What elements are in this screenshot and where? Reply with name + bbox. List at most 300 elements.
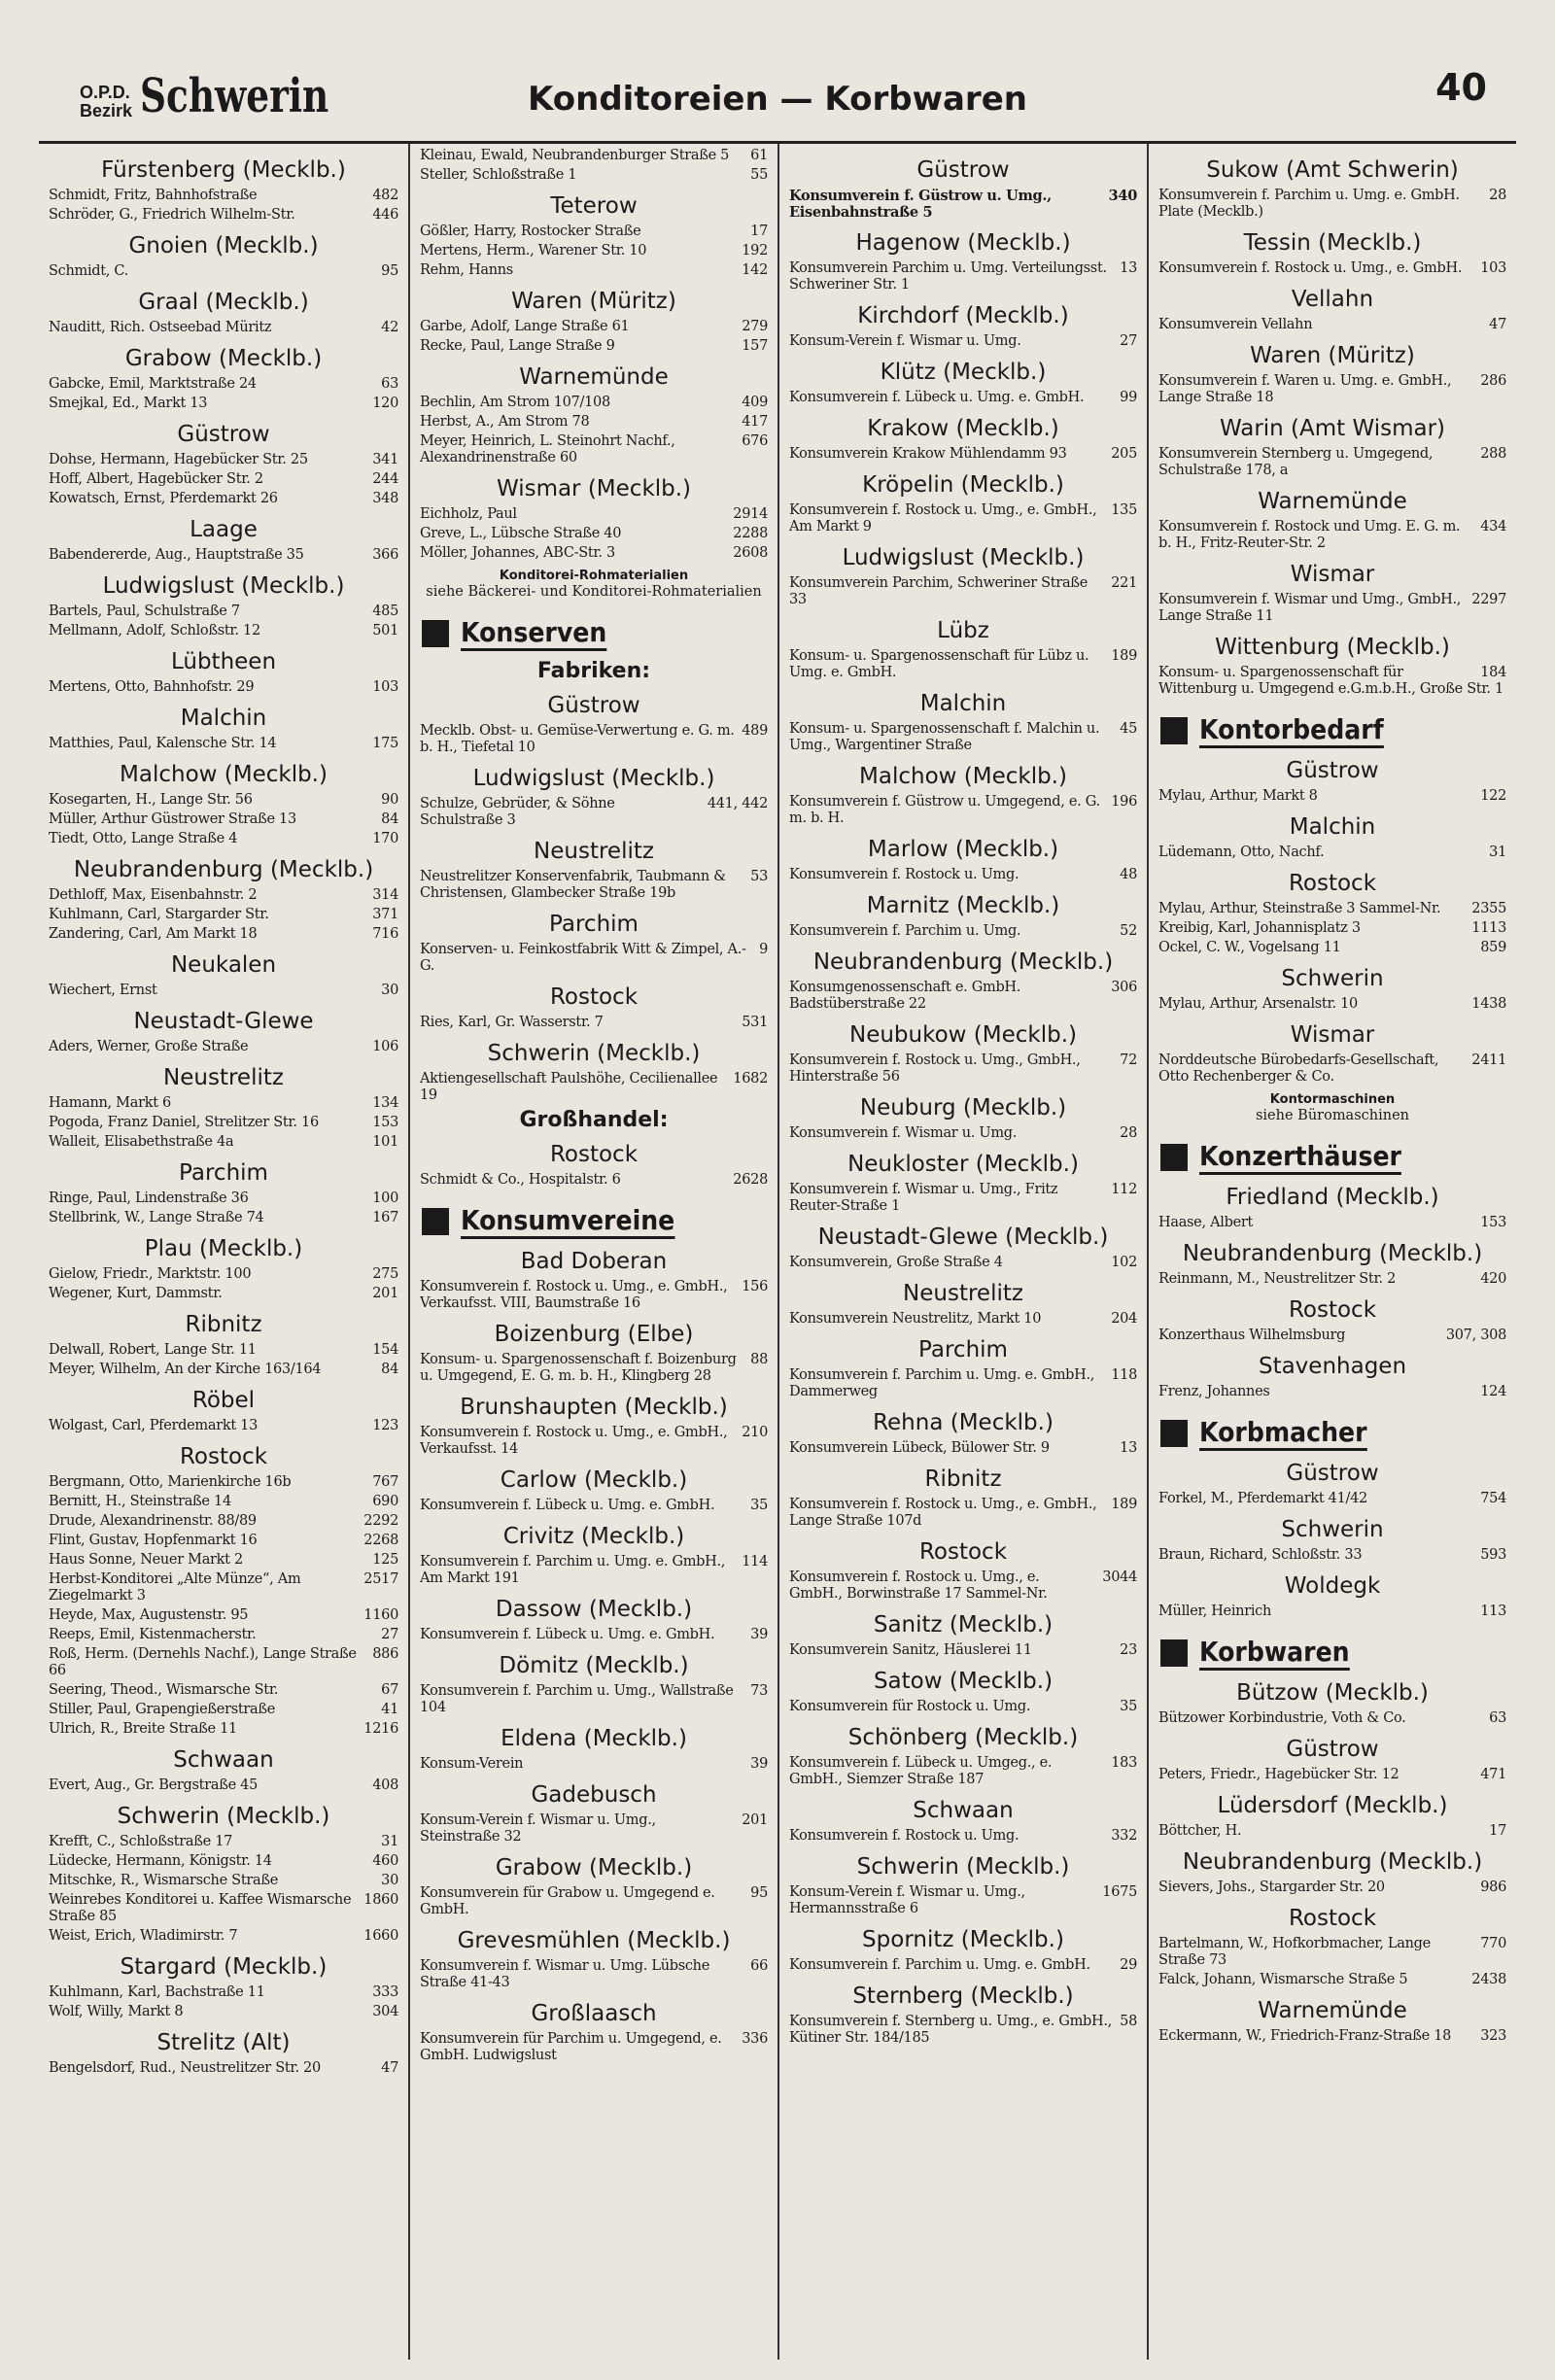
reference-text: siehe Bäckerei- und Konditorei-Rohmaterialien bbox=[426, 584, 762, 600]
listing-entry bbox=[789, 1440, 1137, 1457]
place-heading: Laage bbox=[190, 517, 258, 542]
place-heading: Dassow (Mecklb.) bbox=[495, 1597, 693, 1622]
listing-text: Pogoda, Franz Daniel, Strelitzer Str. 16 bbox=[49, 1115, 319, 1130]
place-heading: Güstrow bbox=[1286, 758, 1379, 783]
listing-entry bbox=[789, 1884, 1137, 1917]
place-heading: Röbel bbox=[191, 1388, 256, 1413]
place-heading: Neustadt-Glewe (Mecklb.) bbox=[817, 1224, 1109, 1250]
listing-entry bbox=[49, 1494, 398, 1510]
listing-text: Gößler, Harry, Rostocker Straße bbox=[420, 224, 641, 239]
listing-text: Konserven- u. Feinkostfabrik Witt & Zimpel, A.-G. bbox=[420, 942, 746, 974]
place-heading: Ludwigslust (Mecklb.) bbox=[472, 766, 715, 791]
subheading: Fabriken: bbox=[536, 659, 651, 683]
phone-number: 767 bbox=[372, 1474, 398, 1490]
listing-text: Greve, L., Lübsche Straße 40 bbox=[420, 526, 622, 541]
place-heading: Schwaan bbox=[173, 1747, 274, 1773]
category-title: Konzerthäuser bbox=[1199, 1140, 1401, 1175]
listing-entry bbox=[789, 1125, 1137, 1142]
place-heading: Parchim bbox=[918, 1337, 1008, 1362]
listing-text: Bergmann, Otto, Marienkirche 16b bbox=[49, 1474, 292, 1490]
listing-text: Herbst-Konditorei „Alte Münze“, Am Ziegelmarkt 3 bbox=[49, 1571, 301, 1604]
place-heading: Rostock bbox=[918, 1539, 1008, 1565]
listing-entry bbox=[420, 1498, 768, 1514]
place-heading: Wittenburg (Mecklb.) bbox=[1215, 635, 1450, 660]
listing-text: Kleinau, Ewald, Neubrandenburger Straße 5 bbox=[420, 148, 730, 163]
place-heading: Crivitz (Mecklb.) bbox=[502, 1524, 685, 1549]
phone-number: 95 bbox=[750, 1885, 768, 1901]
listing-entry bbox=[420, 338, 768, 355]
listing-text: Konsum- u. Spargenossenschaft f. Boizenburg u. Umgegend, E. G. m. b. H., Klingberg 28 bbox=[420, 1352, 737, 1384]
listing-text: Müller, Arthur Güstrower Straße 13 bbox=[49, 811, 296, 827]
listing-entry bbox=[1158, 996, 1506, 1013]
listing-entry bbox=[420, 167, 768, 184]
phone-number: 31 bbox=[381, 1834, 398, 1849]
listing-entry bbox=[49, 1834, 398, 1850]
reference-title: Kontormaschinen bbox=[1269, 1092, 1396, 1107]
phone-number: 446 bbox=[372, 207, 398, 223]
phone-number: 201 bbox=[372, 1286, 398, 1301]
place-heading: Stavenhagen bbox=[1258, 1354, 1407, 1379]
square-bullet-icon bbox=[1160, 717, 1188, 744]
listing-entry bbox=[420, 1172, 768, 1189]
listing-text: Konsum-Verein bbox=[420, 1756, 524, 1772]
listing-text: Hamann, Markt 6 bbox=[49, 1095, 171, 1111]
listing-entry bbox=[49, 679, 398, 696]
square-bullet-icon bbox=[1160, 1639, 1188, 1667]
place-heading: Fürstenberg (Mecklb.) bbox=[101, 157, 346, 183]
section-title: Konditoreien — Korbwaren bbox=[528, 80, 1027, 119]
listing-entry bbox=[49, 1552, 398, 1569]
place-heading: Hagenow (Mecklb.) bbox=[855, 230, 1071, 256]
listing-entry bbox=[1158, 665, 1506, 698]
listing-entry bbox=[1158, 1271, 1506, 1288]
listing-entry bbox=[49, 1210, 398, 1226]
listing-text: Meyer, Heinrich, L. Steinohrt Nachf., Alexandrinenstraße 60 bbox=[420, 433, 675, 466]
phone-number: 2268 bbox=[363, 1533, 398, 1548]
phone-number: 45 bbox=[1120, 721, 1137, 737]
listing-entry bbox=[1158, 1215, 1506, 1231]
phone-number: 210 bbox=[742, 1425, 768, 1440]
listing-entry bbox=[789, 575, 1137, 608]
place-heading: Güstrow bbox=[547, 693, 640, 718]
listing-text: Wiechert, Ernst bbox=[49, 983, 157, 998]
phone-number: 2628 bbox=[733, 1172, 768, 1188]
listing-entry bbox=[420, 723, 768, 756]
phone-number: 153 bbox=[1480, 1215, 1506, 1230]
listing-text: Konsumverein f. Parchim u. Umg., Wallstraße 104 bbox=[420, 1683, 734, 1715]
phone-number: 101 bbox=[372, 1134, 398, 1150]
place-heading: Sanitz (Mecklb.) bbox=[873, 1612, 1054, 1638]
listing-entry bbox=[420, 1425, 768, 1458]
listing-text: Schröder, G., Friedrich Wilhelm-Str. bbox=[49, 207, 295, 223]
listing-entry bbox=[49, 1039, 398, 1055]
listing-entry bbox=[420, 526, 768, 542]
listing-entry bbox=[789, 923, 1137, 940]
phone-number: 366 bbox=[372, 547, 398, 563]
city-title: Schwerin bbox=[140, 69, 329, 123]
place-heading: Vellahn bbox=[1291, 287, 1374, 312]
listing-entry bbox=[1158, 1710, 1506, 1727]
place-heading: Marlow (Mecklb.) bbox=[867, 837, 1059, 862]
place-heading: Plau (Mecklb.) bbox=[144, 1236, 303, 1261]
listing-entry bbox=[49, 1418, 398, 1434]
listing-entry bbox=[789, 188, 1137, 221]
listing-text: Roß, Herm. (Dernehls Nachf.), Lange Straße 66 bbox=[49, 1646, 357, 1678]
listing-entry bbox=[1158, 2028, 1506, 2045]
phone-number: 63 bbox=[1489, 1710, 1506, 1726]
listing-entry bbox=[49, 547, 398, 564]
phone-number: 886 bbox=[372, 1646, 398, 1662]
place-heading: Warnemünde bbox=[1258, 489, 1407, 514]
listing-entry bbox=[49, 831, 398, 847]
place-heading: Neuburg (Mecklb.) bbox=[859, 1095, 1067, 1121]
place-heading: Malchin bbox=[1289, 814, 1376, 840]
listing-entry bbox=[789, 1569, 1137, 1603]
phone-number: 460 bbox=[372, 1853, 398, 1869]
place-heading: Friedland (Mecklb.) bbox=[1226, 1185, 1439, 1210]
phone-number: 47 bbox=[1489, 317, 1506, 332]
listing-text: Weist, Erich, Wladimirstr. 7 bbox=[49, 1928, 238, 1944]
listing-text: Flint, Gustav, Hopfenmarkt 16 bbox=[49, 1533, 258, 1548]
listing-text: Weinrebes Konditorei u. Kaffee Wismarsche Straße 85 bbox=[49, 1892, 352, 1924]
listing-text: Konsumverein f. Lübeck u. Umg. e. GmbH. bbox=[420, 1498, 715, 1513]
phone-number: 112 bbox=[1111, 1182, 1137, 1197]
listing-entry bbox=[49, 491, 398, 507]
listing-text: Konsumverein f. Parchim u. Umg. bbox=[789, 923, 1021, 939]
listing-entry bbox=[420, 1683, 768, 1716]
phone-number: 333 bbox=[372, 1984, 398, 2000]
listing-entry bbox=[1158, 317, 1506, 333]
listing-text: Ulrich, R., Breite Straße 11 bbox=[49, 1721, 237, 1737]
listing-entry bbox=[49, 376, 398, 393]
listing-entry bbox=[49, 396, 398, 412]
listing-entry bbox=[1158, 1491, 1506, 1507]
phone-number: 307, 308 bbox=[1445, 1328, 1506, 1343]
listing-entry bbox=[49, 1533, 398, 1549]
square-bullet-icon bbox=[1160, 1420, 1188, 1447]
listing-entry bbox=[49, 1928, 398, 1945]
phone-number: 23 bbox=[1120, 1642, 1137, 1658]
place-heading: Satow (Mecklb.) bbox=[873, 1669, 1054, 1694]
listing-entry bbox=[1158, 260, 1506, 277]
phone-number: 48 bbox=[1120, 867, 1137, 882]
place-heading: Neukloster (Mecklb.) bbox=[847, 1152, 1079, 1177]
listing-text: Dohse, Hermann, Hagebücker Str. 25 bbox=[49, 452, 308, 467]
category-title: Konserven bbox=[461, 616, 606, 651]
listing-entry bbox=[420, 1885, 768, 1918]
category-title: Korbwaren bbox=[1199, 1636, 1350, 1671]
place-heading: Ribnitz bbox=[185, 1312, 262, 1337]
listing-text: Konsumverein f. Sternberg u. Umg., e. GmbH., Kütiner Str. 184/185 bbox=[789, 2014, 1112, 2046]
place-heading: Woldegk bbox=[1284, 1573, 1381, 1599]
listing-text: Konsumverein f. Parchim u. Umg. e. GmbH. Plate (Mecklb.) bbox=[1158, 188, 1460, 220]
listing-entry bbox=[1158, 1604, 1506, 1620]
phone-number: 47 bbox=[381, 2060, 398, 2076]
listing-text: Dethloff, Max, Eisenbahnstr. 2 bbox=[49, 887, 258, 903]
phone-number: 122 bbox=[1480, 788, 1506, 804]
phone-number: 3044 bbox=[1102, 1569, 1137, 1585]
phone-number: 471 bbox=[1480, 1767, 1506, 1782]
listing-entry bbox=[49, 1646, 398, 1679]
listing-text: Konsumverein f. Güstrow u. Umg., Eisenbahnstraße 5 bbox=[789, 188, 1052, 221]
place-heading: Rostock bbox=[179, 1444, 268, 1469]
category-heading bbox=[1160, 713, 1506, 748]
listing-text: Evert, Aug., Gr. Bergstraße 45 bbox=[49, 1777, 259, 1793]
place-heading: Neubukow (Mecklb.) bbox=[848, 1022, 1077, 1048]
category-title: Kontorbedarf bbox=[1199, 713, 1384, 748]
place-heading: Wismar bbox=[1290, 562, 1375, 587]
phone-number: 135 bbox=[1111, 502, 1137, 518]
place-heading: Bad Doberan bbox=[520, 1249, 668, 1274]
phone-number: 2292 bbox=[363, 1513, 398, 1529]
listing-entry bbox=[1158, 920, 1506, 937]
phone-number: 244 bbox=[372, 471, 398, 487]
listing-entry bbox=[420, 1279, 768, 1312]
listing-text: Aders, Werner, Große Straße bbox=[49, 1039, 249, 1054]
listing-text: Peters, Friedr., Hagebücker Str. 12 bbox=[1158, 1767, 1400, 1782]
listing-entry bbox=[420, 1071, 768, 1104]
phone-number: 690 bbox=[372, 1494, 398, 1509]
listing-entry bbox=[49, 1134, 398, 1151]
listing-entry bbox=[789, 446, 1137, 463]
listing-text: Seering, Theod., Wismarsche Str. bbox=[49, 1682, 279, 1698]
place-heading: Schwerin (Mecklb.) bbox=[487, 1041, 701, 1066]
phone-number: 39 bbox=[750, 1756, 768, 1772]
phone-number: 42 bbox=[381, 320, 398, 335]
phone-number: 1860 bbox=[363, 1892, 398, 1908]
listing-text: Konsumverein f. Rostock u. Umg., e. GmbH., Borwinstraße 17 Sammel-Nr. bbox=[789, 1569, 1048, 1602]
phone-number: 341 bbox=[372, 452, 398, 467]
listing-text: Garbe, Adolf, Lange Straße 61 bbox=[420, 319, 630, 334]
place-heading: Warnemünde bbox=[519, 364, 669, 390]
phone-number: 35 bbox=[750, 1498, 768, 1513]
phone-number: 123 bbox=[372, 1418, 398, 1433]
column-1 bbox=[39, 144, 408, 2360]
phone-number: 304 bbox=[372, 2004, 398, 2019]
listing-entry bbox=[49, 1892, 398, 1925]
listing-text: Konsum-Verein f. Wismar u. Umg., Steinstraße 32 bbox=[420, 1812, 656, 1845]
listing-text: Mylau, Arthur, Arsenalstr. 10 bbox=[1158, 996, 1358, 1012]
phone-number: 29 bbox=[1120, 1957, 1137, 1973]
phone-number: 2608 bbox=[733, 545, 768, 561]
phone-number: 120 bbox=[372, 396, 398, 411]
phone-number: 2517 bbox=[363, 1571, 398, 1587]
place-heading: Neubrandenburg (Mecklb.) bbox=[73, 857, 374, 882]
place-heading: Dömitz (Mecklb.) bbox=[499, 1653, 689, 1678]
phone-number: 279 bbox=[742, 319, 768, 334]
page-number: 40 bbox=[1435, 66, 1487, 109]
phone-number: 189 bbox=[1111, 1497, 1137, 1512]
listing-entry bbox=[1158, 1328, 1506, 1344]
place-heading: Neustrelitz bbox=[163, 1065, 284, 1090]
listing-text: Böttcher, H. bbox=[1158, 1823, 1242, 1839]
listing-text: Konzerthaus Wilhelmsburg bbox=[1158, 1328, 1346, 1343]
listing-text: Bengelsdorf, Rud., Neustrelitzer Str. 20 bbox=[49, 2060, 321, 2076]
phone-number: 371 bbox=[372, 907, 398, 922]
listing-text: Konsumverein Parchim u. Umg. Verteilungsst. Schweriner Str. 1 bbox=[789, 260, 1107, 293]
listing-text: Haus Sonne, Neuer Markt 2 bbox=[49, 1552, 243, 1568]
place-heading: Strelitz (Alt) bbox=[156, 2030, 291, 2055]
phone-number: 1216 bbox=[363, 1721, 398, 1737]
listing-entry bbox=[1158, 845, 1506, 861]
place-heading: Carlow (Mecklb.) bbox=[500, 1467, 688, 1493]
place-heading: Ribnitz bbox=[924, 1466, 1002, 1492]
place-heading: Güstrow bbox=[916, 157, 1010, 183]
listing-text: Bartelmann, W., Hofkorbmacher, Lange Straße 73 bbox=[1158, 1936, 1431, 1968]
listing-text: Konsumverein Vellahn bbox=[1158, 317, 1313, 332]
place-heading: Malchin bbox=[919, 691, 1007, 716]
listing-entry bbox=[49, 1474, 398, 1491]
phone-number: 63 bbox=[381, 376, 398, 392]
listing-text: Konsumgenossenschaft e. GmbH. Badstüberstraße 22 bbox=[789, 980, 1021, 1012]
phone-number: 156 bbox=[742, 1279, 768, 1294]
phone-number: 489 bbox=[742, 723, 768, 739]
phone-number: 420 bbox=[1480, 1271, 1506, 1287]
place-heading: Güstrow bbox=[1286, 1461, 1379, 1486]
phone-number: 27 bbox=[1120, 333, 1137, 349]
phone-number: 55 bbox=[750, 167, 768, 183]
listing-text: Konsumverein f. Rostock u. Umg., GmbH., Hinterstraße 56 bbox=[789, 1052, 1081, 1085]
phone-number: 2914 bbox=[733, 506, 768, 522]
listing-text: Ockel, C. W., Vogelsang 11 bbox=[1158, 940, 1341, 955]
place-heading: Malchow (Mecklb.) bbox=[859, 764, 1067, 789]
listing-entry bbox=[1158, 1880, 1506, 1896]
listing-text: Wegener, Kurt, Dammstr. bbox=[49, 1286, 223, 1301]
place-heading: Schwerin bbox=[1281, 966, 1384, 991]
listing-text: Eichholz, Paul bbox=[420, 506, 517, 522]
listing-entry bbox=[789, 2014, 1137, 2047]
listing-entry bbox=[420, 1812, 768, 1845]
listing-entry bbox=[49, 1853, 398, 1870]
place-heading: Waren (Müritz) bbox=[1250, 343, 1415, 368]
category-heading bbox=[1160, 1140, 1506, 1175]
listing-text: Reeps, Emil, Kistenmacherstr. bbox=[49, 1627, 257, 1642]
place-heading: Grevesmühlen (Mecklb.) bbox=[457, 1928, 731, 1953]
listing-entry bbox=[49, 983, 398, 999]
phone-number: 134 bbox=[372, 1095, 398, 1111]
listing-entry bbox=[420, 262, 768, 279]
subheading: Großhandel: bbox=[519, 1108, 669, 1132]
square-bullet-icon bbox=[422, 1208, 449, 1235]
place-heading: Gnoien (Mecklb.) bbox=[128, 233, 319, 259]
listing-entry bbox=[49, 792, 398, 809]
category-heading bbox=[422, 616, 768, 651]
place-heading: Gadebusch bbox=[531, 1782, 657, 1808]
listing-text: Walleit, Elisabethstraße 4a bbox=[49, 1134, 234, 1150]
listing-text: Tiedt, Otto, Lange Straße 4 bbox=[49, 831, 238, 846]
listing-entry bbox=[1158, 1767, 1506, 1783]
listing-text: Konsumverein f. Wismar u. Umg., Fritz Reuter-Straße 1 bbox=[789, 1182, 1058, 1214]
listing-entry bbox=[420, 545, 768, 562]
listing-entry bbox=[789, 1699, 1137, 1715]
phone-number: 106 bbox=[372, 1039, 398, 1054]
place-heading: Rostock bbox=[1288, 1906, 1377, 1931]
phone-number: 100 bbox=[372, 1190, 398, 1206]
place-heading: Parchim bbox=[179, 1160, 268, 1186]
phone-number: 201 bbox=[742, 1812, 768, 1828]
phone-number: 124 bbox=[1480, 1384, 1506, 1399]
listing-text: Stiller, Paul, Grapengießerstraße bbox=[49, 1702, 276, 1717]
listing-entry bbox=[789, 502, 1137, 535]
listing-entry bbox=[789, 390, 1137, 406]
listing-text: Konsumverein f. Parchim u. Umg. e. GmbH. bbox=[789, 1957, 1090, 1973]
listing-entry bbox=[420, 1352, 768, 1385]
phone-number: 170 bbox=[372, 831, 398, 846]
phone-number: 348 bbox=[372, 491, 398, 506]
listing-entry bbox=[789, 1255, 1137, 1271]
listing-text: Konsumverein f. Parchim u. Umg. e. GmbH., Dammerweg bbox=[789, 1367, 1095, 1399]
place-heading: Stargard (Mecklb.) bbox=[120, 1954, 328, 1980]
listing-text: Konsumverein f. Rostock u. Umg., e. GmbH., Lange Straße 107d bbox=[789, 1497, 1097, 1529]
listing-text: Ries, Karl, Gr. Wasserstr. 7 bbox=[420, 1015, 604, 1030]
place-heading: Schwaan bbox=[913, 1798, 1014, 1823]
listing-text: Herbst, A., Am Strom 78 bbox=[420, 414, 590, 430]
listing-text: Bechlin, Am Strom 107/108 bbox=[420, 395, 610, 410]
listing-entry bbox=[1158, 1936, 1506, 1969]
phone-number: 28 bbox=[1120, 1125, 1137, 1141]
phone-number: 31 bbox=[1489, 845, 1506, 860]
listing-entry bbox=[49, 263, 398, 280]
listing-text: Konsumverein f. Lübeck u. Umg. e. GmbH. bbox=[420, 1627, 715, 1642]
listing-entry bbox=[420, 869, 768, 902]
listing-entry bbox=[49, 1777, 398, 1794]
listing-text: Mecklb. Obst- u. Gemüse-Verwertung e. G. m. b. H., Tiefetal 10 bbox=[420, 723, 735, 755]
listing-text: Konsumverein f. Wismar u. Umg. bbox=[789, 1125, 1018, 1141]
listing-text: Konsum- u. Spargenossenschaft für Wittenburg u. Umgegend e.G.m.b.H., Große Str. 1 bbox=[1158, 665, 1503, 697]
listing-text: Schmidt & Co., Hospitalstr. 6 bbox=[420, 1172, 621, 1188]
listing-text: Delwall, Robert, Lange Str. 11 bbox=[49, 1342, 257, 1358]
listing-text: Wolf, Willy, Markt 8 bbox=[49, 2004, 184, 2019]
listing-text: Konsumverein f. Rostock u. Umg., e. GmbH. bbox=[1158, 260, 1463, 276]
place-heading: Ludwigslust (Mecklb.) bbox=[842, 545, 1085, 570]
listing-text: Konsumverein f. Rostock u. Umg., e. GmbH., Verkaufsst. VIII, Baumstraße 16 bbox=[420, 1279, 728, 1311]
place-heading: Lübtheen bbox=[170, 649, 277, 674]
listing-entry bbox=[1158, 1052, 1506, 1086]
phone-number: 157 bbox=[742, 338, 768, 354]
phone-number: 2355 bbox=[1471, 901, 1506, 916]
phone-number: 118 bbox=[1111, 1367, 1137, 1383]
listing-entry bbox=[420, 224, 768, 240]
place-heading: Grabow (Mecklb.) bbox=[124, 346, 323, 371]
listing-entry bbox=[49, 320, 398, 336]
place-heading: Parchim bbox=[549, 912, 639, 937]
listing-entry bbox=[1158, 1384, 1506, 1400]
listing-entry bbox=[1158, 592, 1506, 625]
place-heading: Neustadt-Glewe bbox=[133, 1009, 314, 1034]
phone-number: 125 bbox=[372, 1552, 398, 1568]
phone-number: 84 bbox=[381, 1362, 398, 1377]
place-heading: Großlaasch bbox=[531, 2001, 657, 2026]
place-heading: Krakow (Mecklb.) bbox=[867, 416, 1059, 441]
listing-text: Matthies, Paul, Kalensche Str. 14 bbox=[49, 736, 277, 751]
phone-number: 205 bbox=[1111, 446, 1137, 462]
phone-number: 90 bbox=[381, 792, 398, 808]
phone-number: 314 bbox=[372, 887, 398, 903]
place-heading: Eldena (Mecklb.) bbox=[501, 1726, 687, 1751]
listing-text: Konsumverein f. Rostock u. Umg. bbox=[789, 867, 1019, 882]
listing-text: Norddeutsche Bürobedarfs-Gesellschaft, Otto Rechenberger & Co. bbox=[1158, 1052, 1439, 1085]
column-4 bbox=[1147, 144, 1516, 2360]
listing-entry bbox=[49, 2004, 398, 2020]
listing-entry bbox=[420, 395, 768, 411]
phone-number: 1438 bbox=[1471, 996, 1506, 1012]
phone-number: 88 bbox=[750, 1352, 768, 1367]
listing-entry bbox=[49, 1607, 398, 1624]
listing-text: Sievers, Johs., Stargarder Str. 20 bbox=[1158, 1880, 1385, 1895]
place-heading: Neubrandenburg (Mecklb.) bbox=[1182, 1849, 1483, 1875]
place-heading: Neubrandenburg (Mecklb.) bbox=[812, 949, 1114, 975]
place-heading: Marnitz (Mecklb.) bbox=[866, 893, 1060, 918]
